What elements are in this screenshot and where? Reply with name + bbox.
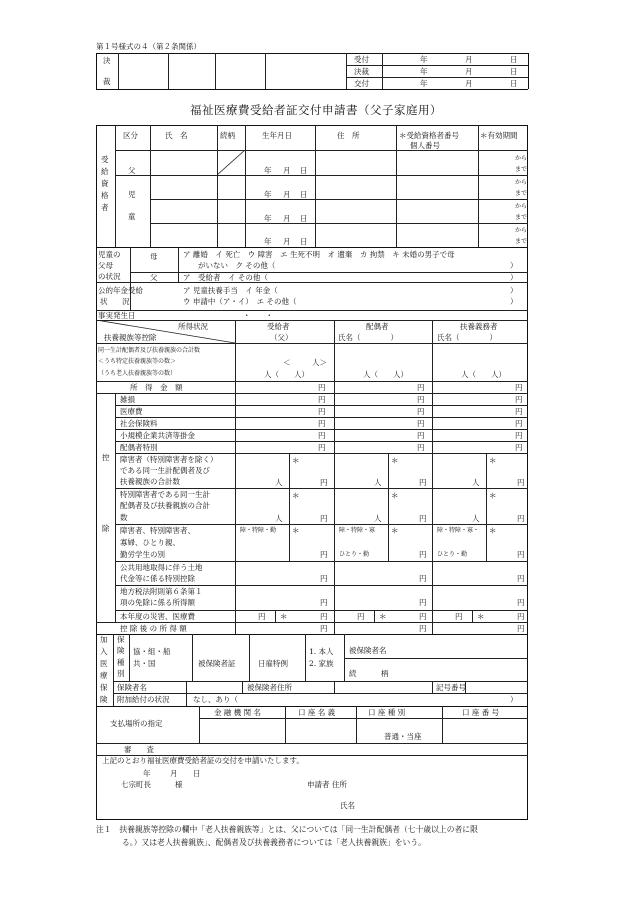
deduction-label: 配偶者特別 <box>120 443 158 452</box>
hdr-dob: 生年月日 <box>262 131 292 140</box>
relation-diagonal <box>217 150 245 175</box>
col-recipient: 受給者 <box>267 322 290 331</box>
hdr-eligibility: ＊受給資格者番号 <box>399 131 459 140</box>
mother-label: 母 <box>150 252 158 261</box>
father-options: ア 受給者 イ その他（ <box>183 273 268 282</box>
father-label: 父 <box>150 273 158 282</box>
hdr-validity: ＊有効期間 <box>480 131 518 140</box>
event-date-label: 事実発生日 <box>98 311 136 320</box>
hdr-name: 氏 名 <box>165 131 188 140</box>
note-line: る。）又は老人扶養親族」、配偶者及び扶養義務者については「老人扶養親族」をいう。 <box>122 838 426 847</box>
pension-line2: ウ 申請中（ア・イ） エ その他（ <box>183 297 297 306</box>
deduction-label: 雑損 <box>120 395 135 404</box>
deduction-label: 医療費 <box>120 407 143 416</box>
pension-line1: ア 児童扶養手当 イ 年金（ <box>183 286 278 295</box>
payment-label: 支払場所の指定 <box>110 719 163 728</box>
deduction-label: 社会保険料 <box>120 419 158 428</box>
form-number: 第１号様式の４（第２条関係） <box>96 42 201 51</box>
row-father: 父 <box>128 166 136 175</box>
hdr-personal-no: 個人番号 <box>410 141 440 150</box>
col-spouse: 配偶者 <box>366 322 389 331</box>
page-title: 福祉医療費受給者証交付申請書（父子家庭用） <box>190 103 442 117</box>
approval-label-top: 決 <box>103 56 111 65</box>
approval-label-bottom: 裁 <box>103 77 111 86</box>
approval-row-label: 受付 <box>354 55 369 64</box>
hdr-category: 区分 <box>123 131 138 140</box>
review-label: 審 査 <box>124 745 154 754</box>
insurance-kind-options: 協・組・船 <box>133 647 171 656</box>
income-amount-label: 所 得 金 額 <box>130 383 183 392</box>
col-supporter: 扶養義務者 <box>460 322 498 331</box>
approval-row-label: 交付 <box>354 79 369 88</box>
note-line: 注１ 扶養親族等控除の欄中「老人扶養親族等」とは、父については「同一生計配偶者（七十歳以上の者に限 <box>96 825 478 834</box>
approval-row-label: 決裁 <box>354 67 369 76</box>
mother-options: ア 離婚 イ 死亡 ウ 障害 エ 生死不明 オ 遺棄 カ 拘禁 キ 未婚の男子で母 <box>183 250 455 259</box>
deduction-label: 小規模企業共済等掛金 <box>120 431 195 440</box>
hdr-address: 住 所 <box>337 131 360 140</box>
income-after-label: 控 除 後 の 所 得 額 <box>120 624 187 633</box>
hdr-relation: 続柄 <box>220 131 235 140</box>
